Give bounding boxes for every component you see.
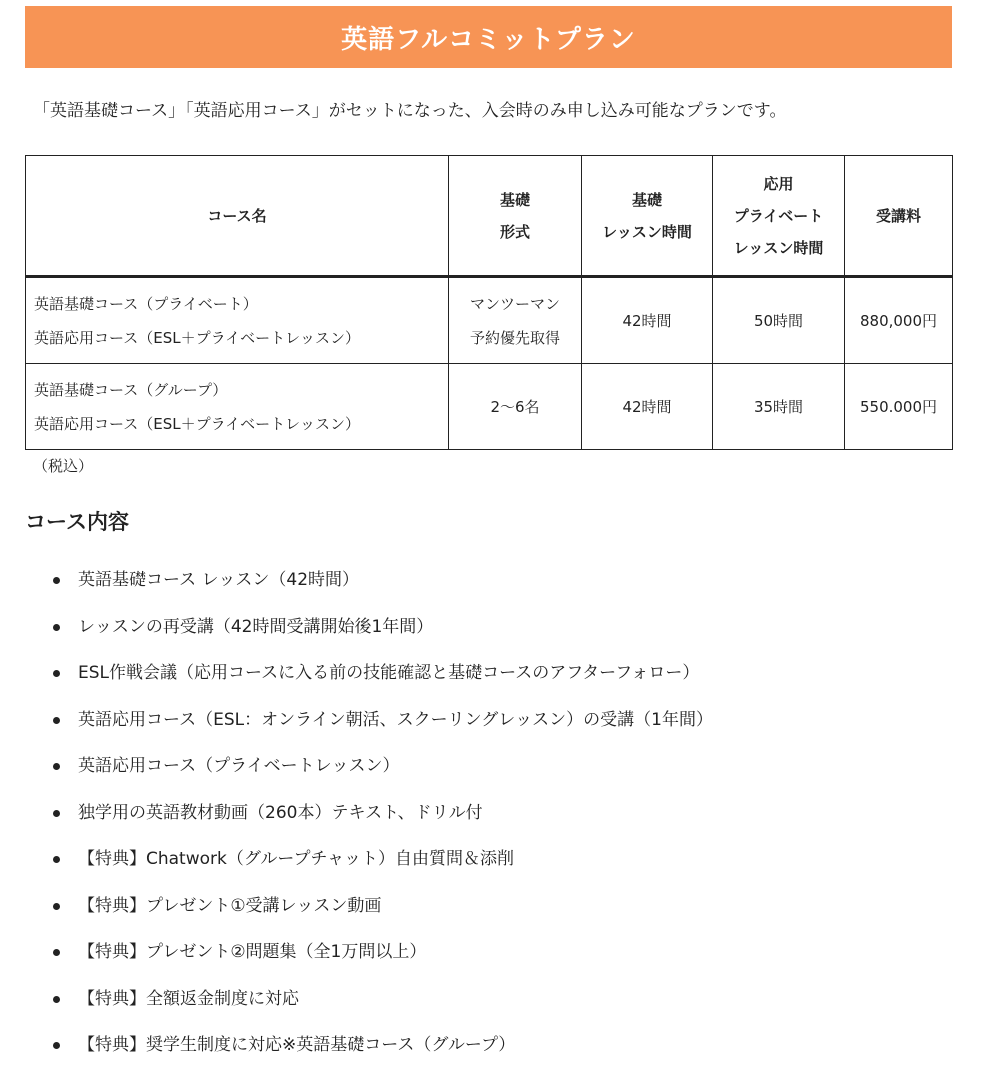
format-cell: マンツーマン 予約優先取得 <box>449 277 582 364</box>
fee-cell: 880,000円 <box>845 277 953 364</box>
bullet-icon <box>53 624 60 631</box>
header-fee: 受講料 <box>845 156 953 277</box>
fee-cell: 550.000円 <box>845 364 953 450</box>
tax-note: （税込） <box>33 457 94 475</box>
table-row <box>26 364 953 450</box>
plan-title: 英語フルコミットプラン <box>341 24 636 55</box>
applied-hours-cell: 35時間 <box>713 364 845 450</box>
plan-banner <box>25 6 952 68</box>
format-cell: 2〜6名 <box>449 364 582 450</box>
section-title: コース内容 <box>25 510 129 534</box>
header-applied-private-hours: 応用 プライベート レッスン時間 <box>713 156 845 277</box>
bullet-icon <box>53 810 60 817</box>
header-basic-lesson-hours: 基礎 レッスン時間 <box>582 156 713 277</box>
course-name-cell: 英語基礎コース（プライベート） 英語応用コース（ESL＋プライベートレッスン） <box>26 277 449 364</box>
bullet-icon <box>53 996 60 1003</box>
basic-hours-cell: 42時間 <box>582 364 713 450</box>
bullet-icon <box>53 856 60 863</box>
applied-hours-cell: 50時間 <box>713 277 845 364</box>
list-item: 【特典】Chatwork（グループチャット）自由質問＆添削 <box>0 836 1000 883</box>
table-header-row <box>26 156 953 277</box>
list-item: レッスンの再受講（42時間受講開始後1年間） <box>0 604 1000 651</box>
list-item: 【特典】プレゼント①受講レッスン動画 <box>0 883 1000 930</box>
course-name-cell: 英語基礎コース（グループ） 英語応用コース（ESL＋プライベートレッスン） <box>26 364 449 450</box>
list-item: 【特典】奨学生制度に対応※英語基礎コース（グループ） <box>0 1022 1000 1069</box>
basic-hours-cell: 42時間 <box>582 277 713 364</box>
bullet-icon <box>53 670 60 677</box>
plan-table <box>25 155 953 450</box>
course-contents-list <box>0 557 1000 1069</box>
table-row <box>26 277 953 364</box>
bullet-icon <box>53 577 60 584</box>
list-item: 英語応用コース（プライベートレッスン） <box>0 743 1000 790</box>
list-item: ESL作戦会議（応用コースに入る前の技能確認と基礎コースのアフターフォロー） <box>0 650 1000 697</box>
list-item: 英語応用コース（ESL：オンライン朝活、スクーリングレッスン）の受講（1年間） <box>0 697 1000 744</box>
plan-intro: 「英語基礎コース」「英語応用コース」がセットになった、入会時のみ申し込み可能なプランです。 <box>33 101 787 121</box>
header-basic-format: 基礎 形式 <box>449 156 582 277</box>
list-item: 英語基礎コース レッスン（42時間） <box>0 557 1000 604</box>
list-item: 独学用の英語教材動画（260本）テキスト、ドリル付 <box>0 790 1000 837</box>
bullet-icon <box>53 949 60 956</box>
bullet-icon <box>53 903 60 910</box>
list-item: 【特典】プレゼント②問題集（全1万問以上） <box>0 929 1000 976</box>
bullet-icon <box>53 763 60 770</box>
bullet-icon <box>53 717 60 724</box>
list-item: 【特典】全額返金制度に対応 <box>0 976 1000 1023</box>
header-course-name: コース名 <box>26 156 449 277</box>
bullet-icon <box>53 1042 60 1049</box>
